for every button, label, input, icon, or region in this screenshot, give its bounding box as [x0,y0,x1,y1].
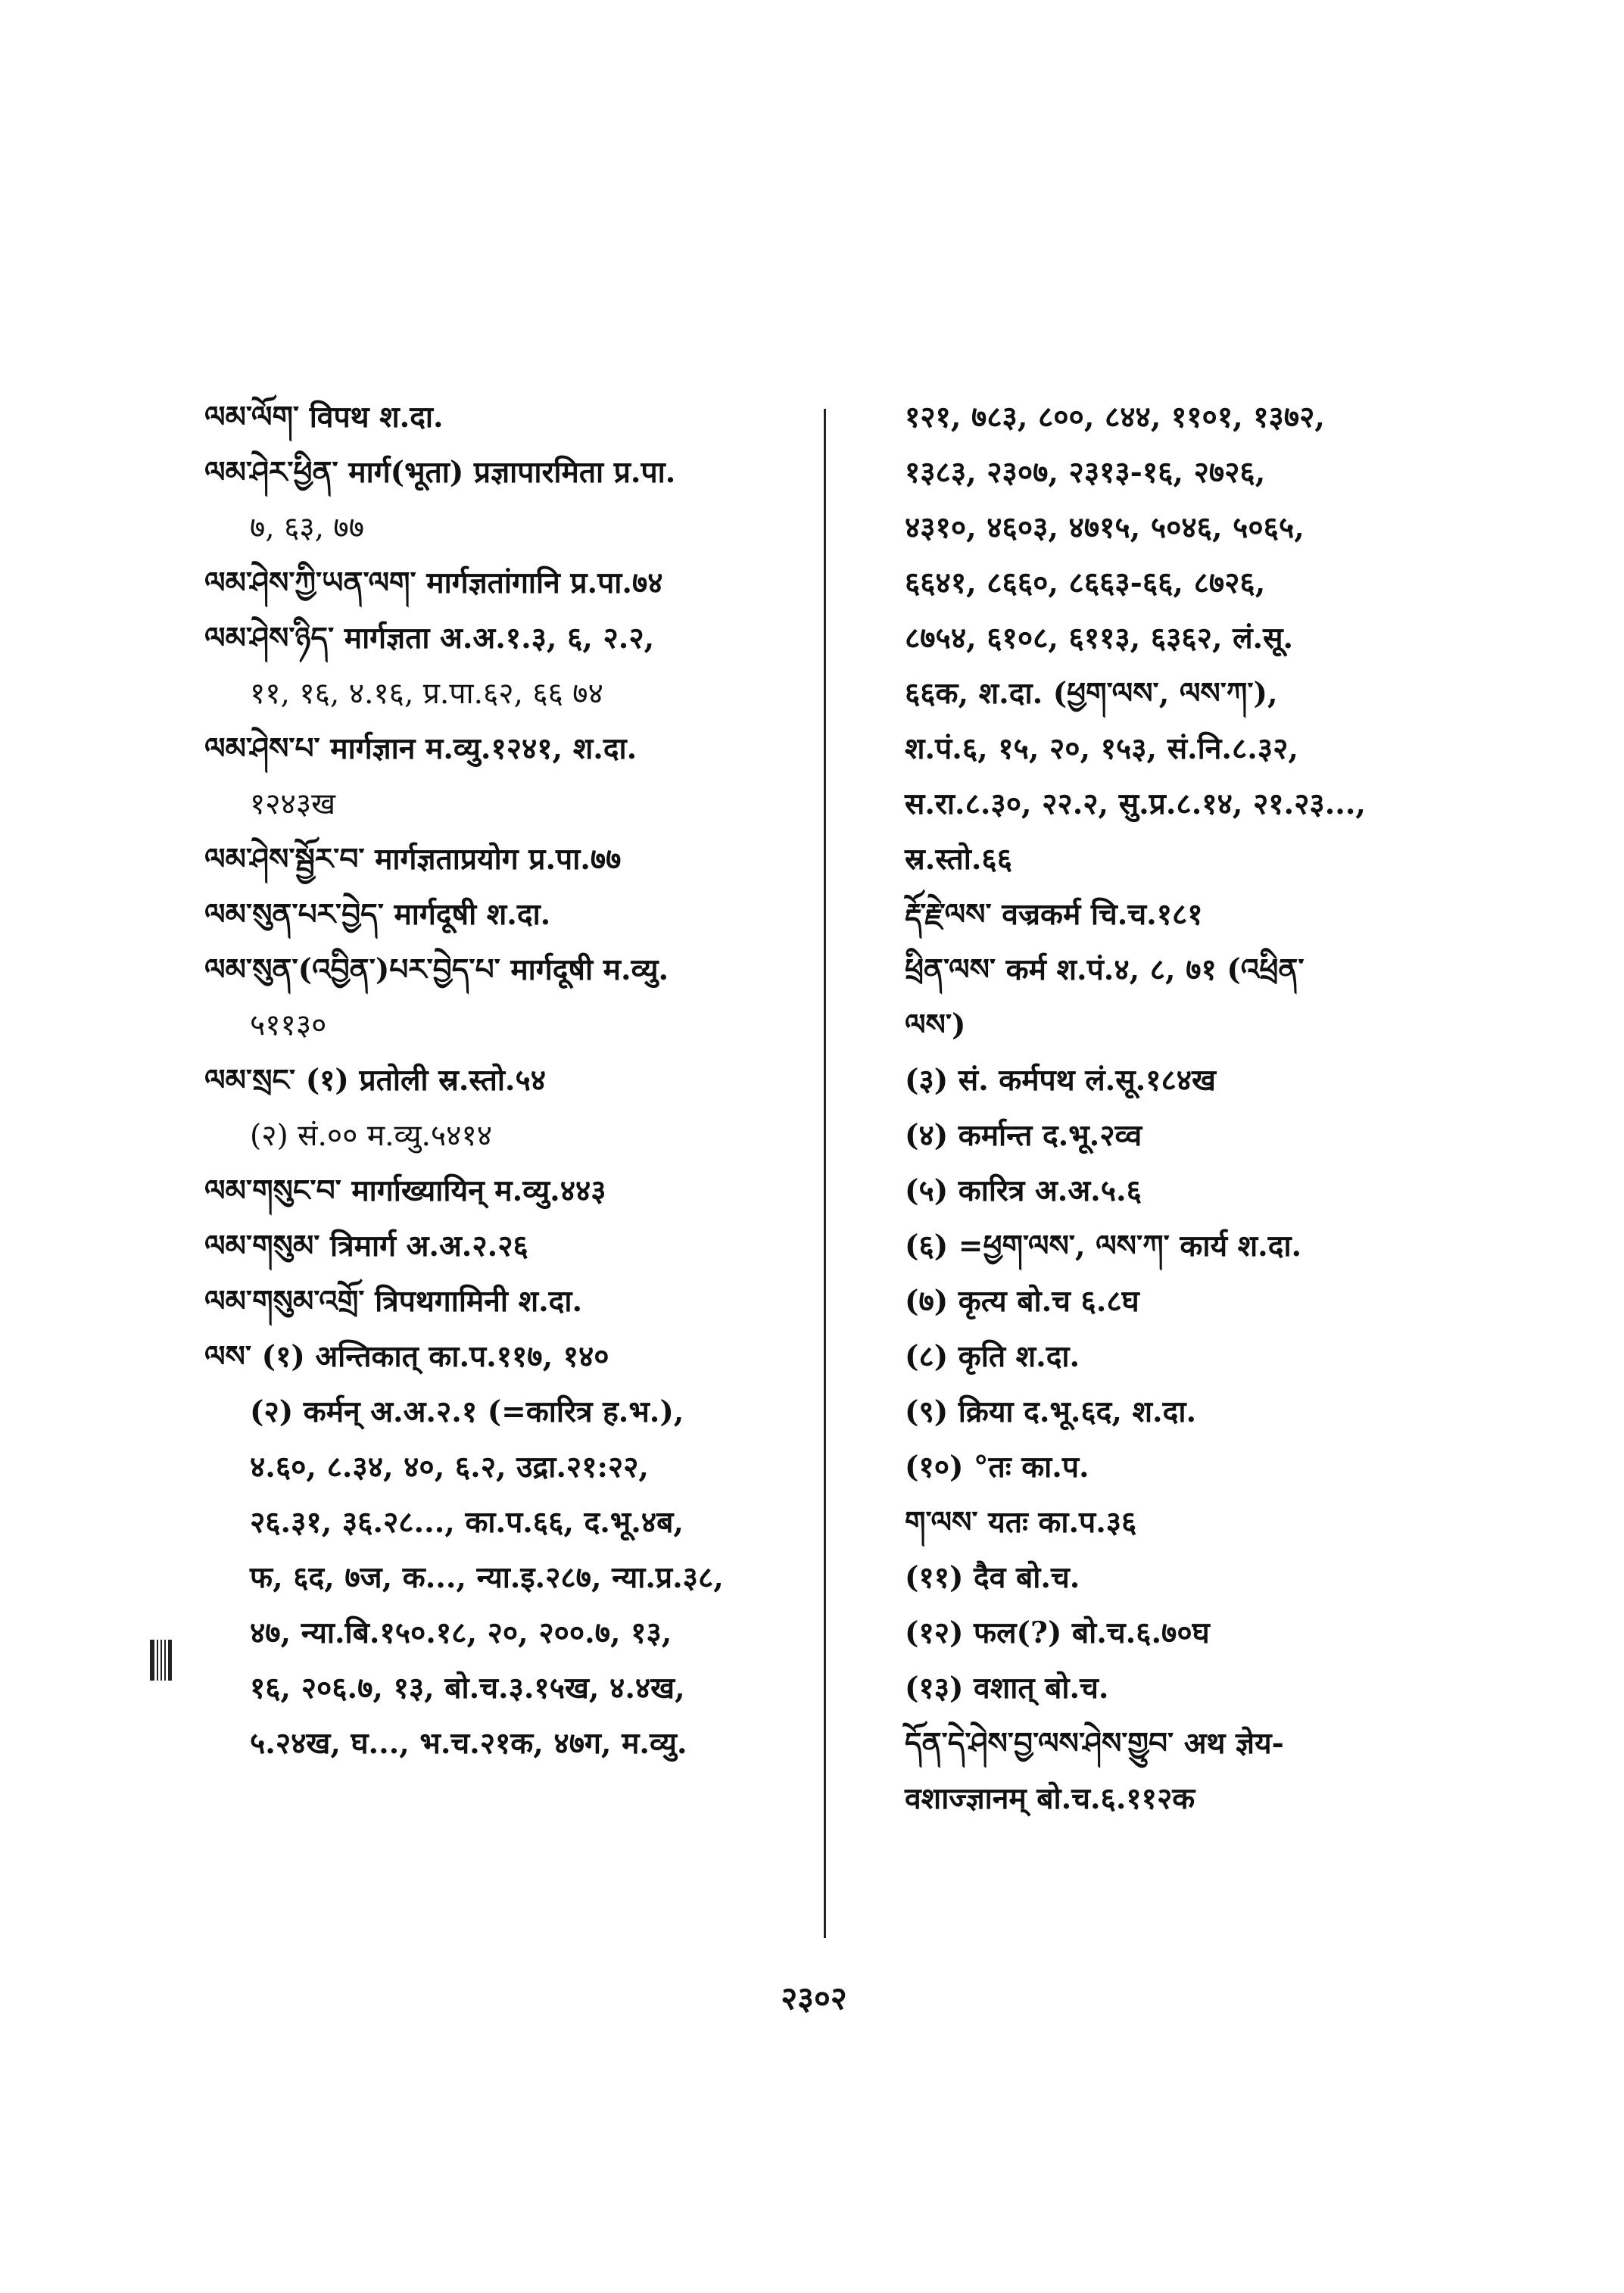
entry-sense-4: (४) कर्मान्त द.भू.२व्व [905,1118,1142,1153]
entry-continuation: ७, ६३, ७७ [250,511,364,545]
entry-sense-10: (१०) °तः का.प. [905,1450,1089,1485]
entry-don-de: དོན་དེ་ཤེས་བྱ་ལས་ཤེས་གྱུབ་ अथ ज्ञेय- [905,1726,1284,1761]
entry-sense-11: (११) दैव बो.च. [905,1560,1080,1595]
entry-continuation: १६, २०६.७, १३, बो.च.३.१५ख, ४.४ख, [250,1671,685,1706]
entry-margajnana: ལམ་ཤེས་པ་ मार्गज्ञान म.व्यु.१२४१, श.दा. [204,731,637,766]
entry-sense-6: (६) =ཕྱག་ལས་, ལས་ཀ་ कार्य श.दा. [905,1229,1302,1263]
entry-continuation: ५.२४ख, घ..., भ.च.२१क, ४७ग, म.व्यु. [250,1726,687,1761]
entry-margajnatangani: ལམ་ཤེས་ཀྱི་ཡན་ལག་ मार्गज्ञतांगानि प्र.पा.७४ [204,565,663,600]
entry-las: ལས་ (१) अन्तिकात् का.प.११७, १४० [204,1339,609,1374]
entry-continuation: २६.३१, ३६.२८..., का.प.६६, द.भू.४ब, [250,1505,684,1540]
entry-continuation: ལས་) [905,1008,966,1042]
entry-margajnataprayoga: ལམ་ཤེས་སྦྱོར་བ་ मार्गज्ञताप्रयोग प्र.पा.७७ [204,842,622,877]
entry-continuation: स.रा.८.३०, २२.२, सु.प्र.८.१४, २१.२३..., [905,787,1367,821]
entry-sense-2: (२) सं.०० म.व्यु.५४१४ [250,1119,493,1153]
entry-sense-8: (८) कृति श.दा. [905,1339,1080,1374]
entry-continuation: ८७५४, ६१०८, ६११३, ६३६२, लं.सू. [905,621,1294,656]
entry-las-karman: (२) कर्मन् अ.अ.२.१ (=कारित्र ह.भ.), [250,1394,684,1429]
right-column [905,390,1454,1827]
entry-continuation: श.पं.६, १५, २०, १५३, सं.नि.८.३२, [905,731,1298,766]
entry-tripathagamini: ལམ་གསུམ་འགྲོ་ त्रिपथगामिनी श.दा. [204,1284,583,1319]
entry-sense-3: (३) सं. कर्मपथ लं.सू.१८४ख [905,1063,1216,1098]
margin-mark [150,1640,172,1681]
page-number: २३०२ [781,1980,847,2017]
entry-sense-7: (७) कृत्य बो.च ६.८घ [905,1284,1139,1319]
entry-phrin-las: ཕྲིན་ལས་ कर्म श.पं.४, ८, ७१ (འཕྲིན་ [905,952,1304,987]
entry-continuation: १३८३, २३०७, २३१३-१६, २७२६, [905,455,1266,490]
entry-continuation: ४७, न्या.बि.१५०.१८, २०, २००.७, १३, [250,1615,672,1650]
entry-vajrakarma: རྡོ་རྗེ་ལས་ वज्रकर्म चि.च.१८१ [905,897,1203,932]
entry-margadushi: ལམ་སུན་པར་བྱེད་ मार्गदूषी श.दा. [204,897,551,932]
entry-continuation: १२१, ७८३, ८००, ८४४, ११०१, १३७२, [905,400,1325,435]
entry-vipatha: ལམ་ལོག་ विपथ श.दा. [204,400,444,435]
entry-marga-prajnaparamita: ལམ་ཤེར་ཕྱིན་ मार्ग(भूता) प्रज्ञापारमिता प्र.पा. [204,455,676,490]
entry-continuation: वशाज्ज्ञानम् बो.च.६.११२क [905,1781,1195,1816]
entry-continuation: ५११३० [250,1008,327,1042]
entry-continuation: ६६४१, ८६६०, ८६६३-६६, ८७२६, [905,565,1266,600]
entry-continuation: ४.६०, ८.३४, ४०, ६.२, उद्रा.२१:२२, [250,1450,650,1485]
entry-continuation: स्र.स्तो.६६ [905,842,1012,877]
entry-continuation: फ, ६द, ७ज, क..., न्या.इ.२८७, न्या.प्र.३८, [250,1560,724,1595]
entry-continuation: ४३१०, ४६०३, ४७१५, ५०४६, ५०६५, [905,510,1304,545]
entry-continuation: ११, १६, ४.१६, प्र.पा.६२, ६६ ७४ [250,677,603,711]
entry-sense-9: (९) क्रिया द.भू.६द, श.दा. [905,1394,1197,1429]
entry-continuation: ६६क, श.दा. (ཕྱག་ལས་, ལས་ཀ་), [905,676,1278,711]
entry-sense-13: (१३) वशात् बो.च. [905,1671,1109,1706]
entry-sense-5: (५) कारित्र अ.अ.५.६ [905,1173,1142,1208]
left-column [204,390,814,1771]
entry-margadushi-2: ལམ་སུན་(འབྱིན་)པར་བྱེད་པ་ मार्गदूषी म.व्यु. [204,952,669,987]
entry-sense-12: (१२) फल(?) बो.च.६.७०घ [905,1615,1210,1650]
entry-pratoli: ལམ་སྲང་ (१) प्रतोली स्र.स्तो.५४ [204,1063,547,1098]
entry-continuation: १२४३ख [250,787,336,821]
column-divider [824,409,826,1938]
entry-margajnata: ལམ་ཤེས་ཉིད་ मार्गज्ञता अ.अ.१.३, ६, २.२, [204,621,655,656]
entry-trimarga: ལམ་གསུམ་ त्रिमार्ग अ.अ.२.२६ [204,1229,528,1263]
entry-margakhyayin: ལམ་གསུང་བ་ मार्गाख्यायिन् म.व्यु.४४३ [204,1173,606,1208]
entry-yatah: ག་ལས་ यतः का.प.३६ [905,1505,1137,1540]
